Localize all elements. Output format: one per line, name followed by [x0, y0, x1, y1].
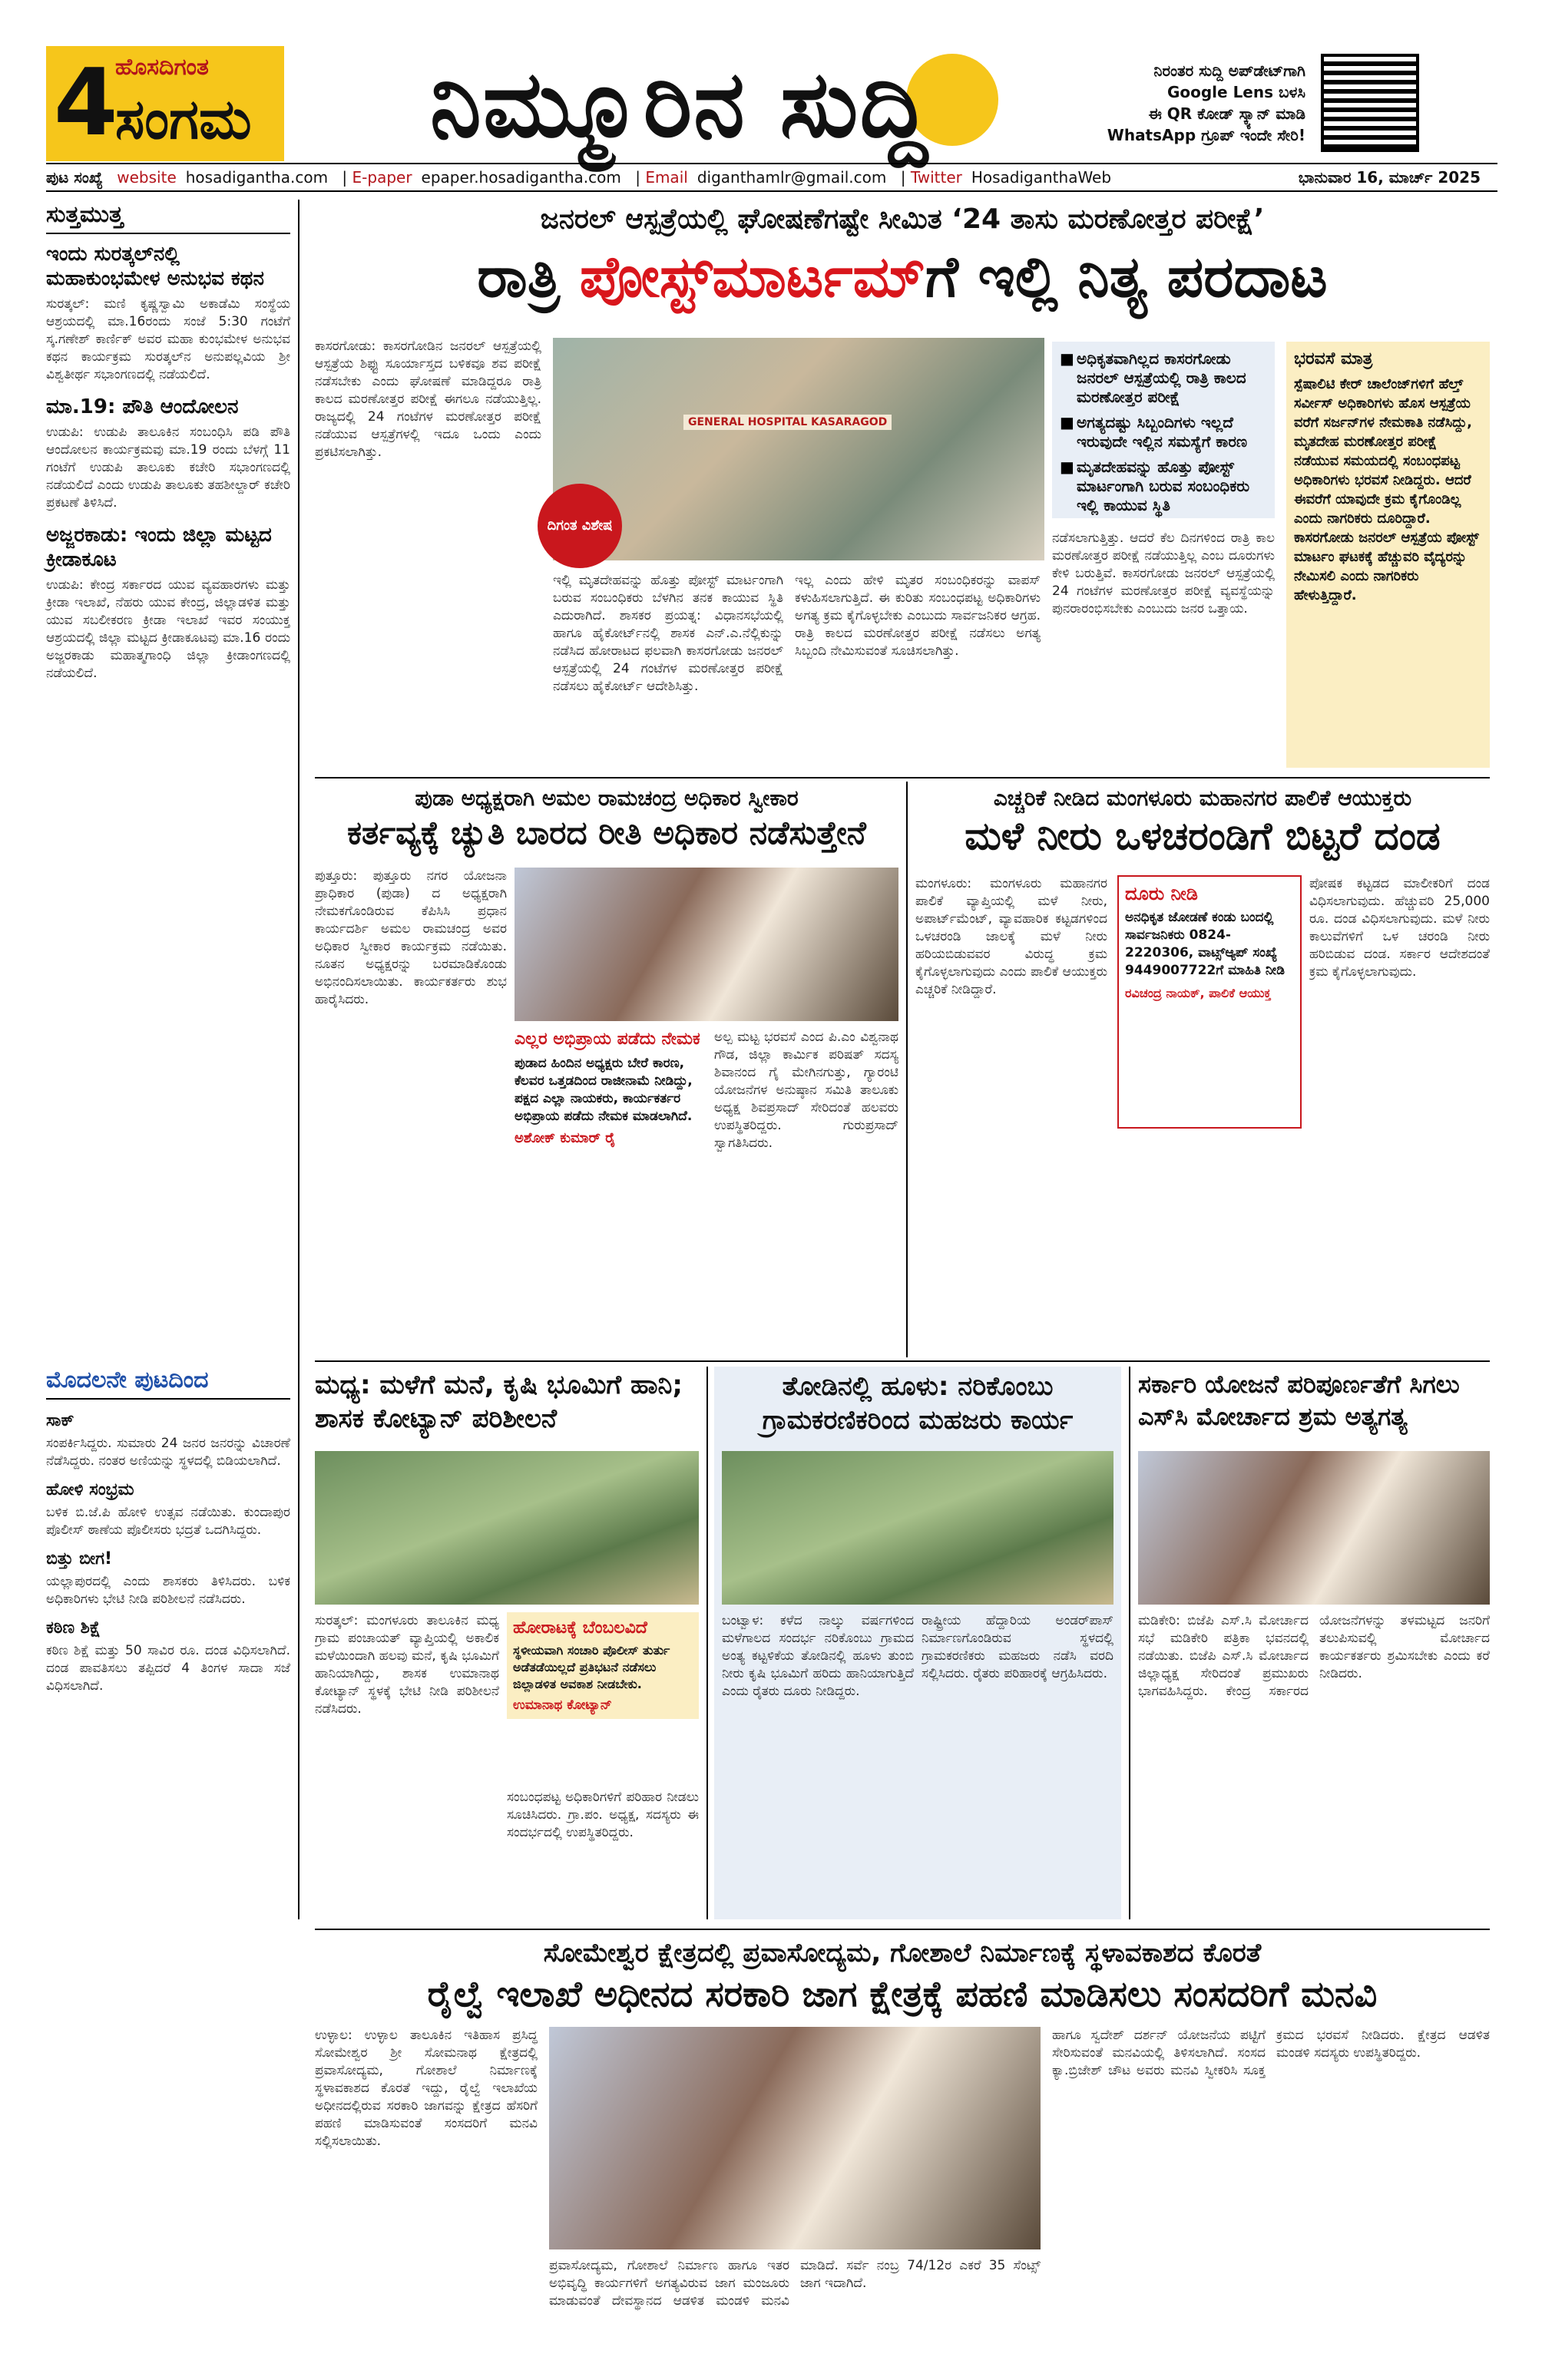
sidebar [46, 201, 290, 693]
story6-photo [1138, 1451, 1490, 1605]
cont-1-title: ಸಾಕ್ [46, 1411, 74, 1430]
rule-5 [1129, 1367, 1130, 1919]
story3-complaint-box: ದೂರು ನೀಡಿ ಅನಧಿಕೃತ ಜೋಡಣೆ ಕಂಡು ಬಂದಲ್ಲಿ ಸಾರ್ವಜನಿಕರು 0824-2220306, ವಾಟ್ಸ್ಆ್ಯಪ್ ಸಂಖ್ಯೆ 9449007722ಗೆ ಮಾಹಿತಿ ನೀಡಿ ರವಿಚಂದ್ರ ನಾಯಕ್, ಪಾಲಿಕೆ ಆಯುಕ್ತ [1117, 875, 1302, 1129]
sidebar-item-1-title: ಇಂದು ಸುರತ್ಕಲ್‌ನಲ್ಲಿ ಮಹಾಕುಂಭಮೇಳ ಅನುಭವ ಕಥನ [46, 243, 264, 290]
special-badge: ದಿಗಂತ ವಿಶೇಷ [538, 484, 622, 568]
sidebar-item-2-body: ಉಡುಪಿ: ಉಡುಪಿ ತಾಲೂಕಿನ ಸಂಬಂಧಿಸಿ ಪಡಿ ಪೌತಿ ಆಂದೋಲನ ಕಾರ್ಯಕ್ರಮವು ಮಾ.19 ರಂದು ಬೆಳಗ್ಗೆ 11 ಗಂಟೆಗೆ ಉಡುಪಿ ತಾಲೂಕು ಕಚೇರಿ ಸಭಾಂಗಣದಲ್ಲಿ ನಡೆಯಲಿದೆ ಎಂದು ಉಡುಪಿ ತಾಲೂಕು ತಹಶೀಲ್ದಾರ್ ಕಚೇರಿ ಪ್ರಕಟಣೆ ತಿಳಿಸಿದೆ. [46, 425, 290, 511]
story5-photo [722, 1451, 1113, 1605]
website-link[interactable]: hosadigantha.com [185, 168, 329, 187]
sidebar-item-2-title: ಮಾ.19: ಪೌತಿ ಆಂದೋಲನ [46, 395, 239, 418]
info-bar: ಪುಟ ಸಂಖ್ಯೆ website hosadigantha.com | E-paper epaper.hosadigantha.com | Email diganthamlr@gmail.com | Twitter HosadiganthaWeb ಭಾನುವಾರ 16, ಮಾರ್ಚ್ 2025 [46, 163, 1497, 192]
aside-title: ಭರವಸೆ ಮಾತ್ರ [1294, 349, 1373, 369]
sidebar-rule [298, 200, 299, 1919]
story3-headline: ಮಳೆ ನೀರು ಒಳಚರಂಡಿಗೆ ಬಿಟ್ಟರೆ ದಂಡ [965, 814, 1441, 858]
story3-body-2: ಪೋಷಕ ಕಟ್ಟಡದ ಮಾಲೀಕರಿಗೆ ದಂಡ ವಿಧಿಸಲಾಗುವುದು. ಹೆಚ್ಚುವರಿ 25,000 ರೂ. ದಂಡ ವಿಧಿಸಲಾಗುವುದು. ಮಳೆ ನೀರು ಕಾಲುವೆಗಳಿಗೆ ಒಳ ಚರಂಡಿ ನೀರು ಹರಿಬಿಡುವ ದಂಡ. ಸರ್ಕಾರ ಆದೇಶದಂತೆ ಕ್ರಮ ಕೈಗೊಳ್ಳಲಾಗುವುದು. [1309, 876, 1490, 980]
story4-body-1: ಸುರತ್ಕಲ್: ಮಂಗಳೂರು ತಾಲೂಕಿನ ಮಧ್ಯ ಗ್ರಾಮ ಪಂಚಾಯತ್ ವ್ಯಾಪ್ತಿಯಲ್ಲಿ ಅಕಾಲಿಕ ಮಳೆಯಿಂದಾಗಿ ಹಲವು ಮನೆ, ಕೃಷಿ ಭೂಮಿಗೆ ಹಾನಿಯಾಗಿದ್ದು, ಶಾಸಕ ಉಮಾನಾಥ ಕೋಟ್ಯಾನ್ ಸ್ಥಳಕ್ಕೆ ಭೇಟಿ ನೀಡಿ ಪರಿಶೀಲನೆ ನಡೆಸಿದರು. [315, 1613, 499, 1717]
rule-1 [315, 777, 1490, 778]
issue-date: ಭಾನುವಾರ 16, ಮಾರ್ಚ್ 2025 [1298, 168, 1481, 187]
story4-body-2: ಸಂಬಂಧಪಟ್ಟ ಅಧಿಕಾರಿಗಳಿಗೆ ಪರಿಹಾರ ನೀಡಲು ಸೂಚಿಸಿದರು. ಗ್ರಾ.ಪಂ. ಅಧ್ಯಕ್ಷ, ಸದಸ್ಯರು ಈ ಸಂದರ್ಭದಲ್ಲಿ ಉಪಸ್ಥಿತರಿದ್ದರು. [507, 1790, 699, 1840]
first-page-logo: ಮೊದಲನೇ ಪುಟದಿಂದ [46, 1367, 290, 1400]
story2-body-2: ಅಲ್ಪ ಮಟ್ಟ ಭರವಸೆ ಎಂದ ಪಿ.ಎಂ ವಿಶ್ವನಾಥ ಗೌಡ, ಜಿಲ್ಲಾ ಕಾರ್ಮಿಕ ಪರಿಷತ್ ಸದಸ್ಯ ಶಿವಾನಂದ ಗೈ ಮೇಗಿನಗುತ್ತು, ಗ್ಯಾರಂಟಿ ಯೋಜನೆಗಳ ಅನುಷ್ಠಾನ ಸಮಿತಿ ತಾಲೂಕು ಅಧ್ಯಕ್ಷ ಶಿವಪ್ರಸಾದ್ ಸೇರಿದಂತೆ ಹಲವರು ಉಪಸ್ಥಿತರಿದ್ದರು. ಗುರುಪ್ರಸಾದ್ ಸ್ವಾಗತಿಸಿದರು. [714, 1030, 898, 1151]
epaper-label: E-paper [352, 168, 412, 187]
brand-name: ಹೊಸದಿಗಂತ [115, 54, 209, 81]
email-link[interactable]: diganthamlr@gmail.com [697, 168, 887, 187]
email-label: Email [645, 168, 688, 187]
cont-4-title: ಕಠಿಣ ಶಿಕ್ಷೆ [46, 1618, 101, 1638]
website-label: website [117, 168, 177, 187]
story2-headline: ಕರ್ತವ್ಯಕ್ಕೆ ಚ್ಯುತಿ ಬಾರದ ರೀತಿ ಅಧಿಕಾರ ನಡೆಸುತ್ತೇನೆ [347, 814, 866, 851]
story4-quote: ಹೋರಾಟಕ್ಕೆ ಬೆಂಬಲವಿದೆ ಸ್ಥಳೀಯವಾಗಿ ಸಂಚಾರಿ ಪೊಲೀಸ್ ತುರ್ತು ಅಡೆತಡೆಯಿಲ್ಲದೆ ಪ್ರತಿಭಟನೆ ನಡೆಸಲು ಜಿಲ್ಲಾಡಳಿತ ಅವಕಾಶ ನೀಡಬೇಕು. ಉಮಾನಾಥ ಕೋಟ್ಯಾನ್ [507, 1612, 699, 1719]
story5-headline: ತೋಡಿನಲ್ಲಿ ಹೂಳು: ನರಿಕೊಂಬು ಗ್ರಾಮಕರಣಿಕರಿಂದ ಮಹಜರು ಕಾರ್ಯ [762, 1371, 1074, 1436]
rule-4 [706, 1367, 708, 1919]
sidebar-logo: ಸುತ್ತಮುತ್ತ [46, 201, 290, 234]
lead-aside [1286, 342, 1490, 768]
story2-body-1: ಪುತ್ತೂರು: ಪುತ್ತೂರು ನಗರ ಯೋಜನಾ ಪ್ರಾಧಿಕಾರ (ಪುಡಾ) ದ ಅಧ್ಯಕ್ಷರಾಗಿ ನೇಮಕಗೊಂಡಿರುವ ಕೆಪಿಸಿಸಿ ಪ್ರಧಾನ ಕಾರ್ಯದರ್ಶಿ ಅಮಲ ರಾಮಚಂದ್ರ ಅವರ ಅಧಿಕಾರ ಸ್ವೀಕಾರ ಕಾರ್ಯಕ್ರಮ ನಡೆಯಿತು. ನೂತನ ಅಧ್ಯಕ್ಷರನ್ನು ಬರಮಾಡಿಕೊಂಡು ಅಭಿನಂದಿಸಲಾಯಿತು. ಕಾರ್ಯಕರ್ತರು ಶುಭ ಹಾರೈಸಿದರು. [315, 868, 507, 1007]
cont-3-title: ಬಿತ್ತು ಬೀಗ! [46, 1549, 113, 1568]
story2-quote: ಎಲ್ಲರ ಅಭಿಪ್ರಾಯ ಪಡೆದು ನೇಮಕ ಪುಡಾದ ಹಿಂದಿನ ಅಧ್ಯಕ್ಷರು ಬೇರೆ ಕಾರಣ, ಕೆಲವರ ಒತ್ತಡದಿಂದ ರಾಜೀನಾಮೆ ನೀಡಿದ್ದು, ಪಕ್ಷದ ಎಲ್ಲಾ ನಾಯಕರು, ಕಾರ್ಯಕರ್ತರ ಅಭಿಪ್ರಾಯ ಪಡೆದು ನೇಮಕ ಮಾಡಲಾಗಿದೆ. ಅಶೋಕ್ ಕುಮಾರ್ ರೈ [515, 1030, 700, 1146]
cont-2-title: ಹೋಳಿ ಸಂಭ್ರಮ [46, 1480, 134, 1499]
story6-headline: ಸರ್ಕಾರಿ ಯೋಜನೆ ಪರಿಪೂರ್ಣತೆಗೆ ಸಿಗಲು ಎಸ್‌ಸಿ ಮೋರ್ಚಾದ ಶ್ರಮ ಅತ್ಯಗತ್ಯ [1138, 1370, 1460, 1431]
cont-4-body: ಕಠಿಣ ಶಿಕ್ಷೆ ಮತ್ತು 50 ಸಾವಿರ ರೂ. ದಂಡ ವಿಧಿಸಲಾಗಿದೆ. ದಂಡ ಪಾವತಿಸಲು ತಪ್ಪಿದರೆ 4 ತಿಂಗಳ ಸಾದಾ ಸಜೆ ವಿಧಿಸಲಾಗಿದೆ. [46, 1643, 290, 1694]
section-name: ಸಂಗಮ [115, 87, 252, 151]
story7-body-3: ಹಾಗೂ ಸ್ವದೇಶ್ ದರ್ಶನ್ ಯೋಜನೆಯ ಪಟ್ಟಿಗೆ ಸೇರಿಸುವಂತೆ ಮನವಿಯಲ್ಲಿ ತಿಳಿಸಲಾಗಿದೆ. ಸಂಸದ ಕ್ಯಾ.ಬ್ರಿಜೇಶ್ ಚೌಟ ಅವರು ಮನವಿ ಸ್ವೀಕರಿಸಿ ಸೂಕ್ತ ಕ್ರಮದ ಭರವಸೆ ನೀಡಿದರು. ಕ್ಷೇತ್ರದ ಆಡಳಿತ ಮಂಡಳಿ ಸದಸ್ಯರು ಉಪಸ್ಥಿತರಿದ್ದರು. [1052, 2028, 1490, 2078]
lead-highlights-box [1052, 342, 1275, 518]
rule-6 [315, 1929, 1490, 1930]
qr-promo-text: ನಿರಂತರ ಸುದ್ದಿ ಅಪ್‌ಡೇಟ್‌ಗಾಗಿ Google Lens ಬಳಸಿ ಈ QR ಕೋಡ್ ಸ್ಕ್ಯಾನ್ ಮಾಡಿ WhatsApp ಗ್ರೂಪ್ ಇಂದೇ ಸೇರಿ! [1107, 61, 1305, 144]
page-title: ನಿಮ್ಮೂರಿನ ಸುದ್ದಿ [430, 51, 929, 158]
twitter-link[interactable]: HosadiganthaWeb [971, 168, 1112, 187]
sidebar-item-1-body: ಸುರತ್ಕಲ್: ಮಣಿ ಕೃಷ್ಣಸ್ವಾಮಿ ಅಕಾಡೆಮಿ ಸಂಸ್ಥೆಯ ಆಶ್ರಯದಲ್ಲಿ ಮಾ.16ರಂದು ಸಂಜೆ 5:30 ಗಂಟೆಗೆ ಸ್ಕ.ಗಣೇಶ್ ಕಾರ್ಣಿಕ್ ಅವರ ಮಹಾ ಕುಂಭಮೇಳ ಅನುಭವ ಕಥನ ಕಾರ್ಯಕ್ರಮ ಸುರತ್ಕಲ್‌ನ ಅನುಪಲ್ಲವಿಯ ಶ್ರೀ ವಿಶ್ವತೀರ್ಥ ಸಭಾಂಗಣದಲ್ಲಿ ನಡೆಯಲಿದೆ. [46, 296, 290, 382]
epaper-link[interactable]: epaper.hosadigantha.com [421, 168, 621, 187]
story7-body-2: ಪ್ರವಾಸೋದ್ಯಮ, ಗೋಶಾಲೆ ನಿರ್ಮಾಣ ಹಾಗೂ ಇತರ ಅಭಿವೃದ್ಧಿ ಕಾರ್ಯಗಳಿಗೆ ಅಗತ್ಯವಿರುವ ಜಾಗ ಮಂಜೂರು ಮಾಡುವಂತೆ ದೇವಸ್ಥಾನದ ಆಡಳಿತ ಮಂಡಳಿ ಮನವಿ ಮಾಡಿದೆ. ಸರ್ವೆ ನಂಬ್ರ 74/12ರ ಎಕರೆ 35 ಸೆಂಟ್ಸ್ ಜಾಗ ಇದಾಗಿದೆ. [549, 2258, 1041, 2309]
cont-3-body: ಯಲ್ಲಾಪುರದಲ್ಲಿ ಎಂದು ಶಾಸಕರು ತಿಳಿಸಿದರು. ಬಳಿಕ ಅಧಿಕಾರಿಗಳು ಭೇಟಿ ನೀಡಿ ಪರಿಶೀಲನೆ ನಡೆಸಿದರು. [46, 1574, 290, 1607]
story5-body-2: ರಾಷ್ಟ್ರೀಯ ಹೆದ್ದಾರಿಯ ಅಂಡರ್‌ಪಾಸ್ ನಿರ್ಮಾಣಗೊಂಡಿರುವ ಸ್ಥಳದಲ್ಲಿ ಗ್ರಾಮಕರಣಿಕರು ಮಹಜರು ನಡೆಸಿ ವರದಿ ಸಲ್ಲಿಸಿದರು. ರೈತರು ಪರಿಹಾರಕ್ಕೆ ಆಗ್ರಹಿಸಿದರು. [922, 1613, 1113, 1681]
lead-body-4: ನಡೆಸಲಾಗುತ್ತಿತ್ತು. ಆದರೆ ಕೆಲ ದಿನಗಳಿಂದ ರಾತ್ರಿ ಕಾಲ ಮರಣೋತ್ತರ ಪರೀಕ್ಷೆ ನಡೆಯುತ್ತಿಲ್ಲ ಎಂಬ ದೂರುಗಳು ಕೇಳಿ ಬರುತ್ತಿವೆ. ಕಾಸರಗೋಡು ಜನರಲ್ ಆಸ್ಪತ್ರೆಯಲ್ಲಿ 24 ಗಂಟೆಗಳ ಮರಣೋತ್ತರ ಪರೀಕ್ಷೆ ವ್ಯವಸ್ಥೆಯನ್ನು ಪುನರಾರಂಭಿಸಬೇಕು ಎಂಬುದು ಜನರ ಒತ್ತಾಯ. [1052, 531, 1275, 616]
page-number: 4 [54, 50, 118, 157]
story3-kicker: ಎಚ್ಚರಿಕೆ ನೀಡಿದ ಮಂಗಳೂರು ಮಹಾನಗರ ಪಾಲಿಕೆ ಆಯುಕ್ತರು [993, 785, 1412, 811]
lead-body-3: ಇಲ್ಲ ಎಂದು ಹೇಳಿ ಮೃತರ ಸಂಬಂಧಿಕರನ್ನು ವಾಪಸ್ ಕಳುಹಿಸಲಾಗುತ್ತಿದೆ. ಈ ಕುರಿತು ಸಂಬಂಧಪಟ್ಟ ಅಧಿಕಾರಿಗಳು ಅಗತ್ಯ ಕ್ರಮ ಕೈಗೊಳ್ಳಬೇಕು ಎಂಬುದು ಸಾರ್ವಜನಿಕರ ಆಗ್ರಹ. ರಾತ್ರಿ ಕಾಲದ ಮರಣೋತ್ತರ ಪರೀಕ್ಷೆ ನಡೆಸಲು ಅಗತ್ಯ ಸಿಬ್ಬಂದಿ ನೇಮಿಸುವಂತೆ ಸೂಚಿಸಲಾಗಿತ್ತು. [795, 573, 1041, 659]
cont-2-body: ಬಳಿಕ ಬಿ.ಜೆ.ಪಿ ಹೋಳಿ ಉತ್ಸವ ನಡೆಯಿತು. ಕುಂದಾಪುರ ಪೊಲೀಸ್ ಠಾಣೆಯ ಪೊಲೀಸರು ಭದ್ರತೆ ಒದಗಿಸಿದ್ದರು. [46, 1505, 290, 1538]
sidebar-item-3-title: ಅಜ್ಜರಕಾಡು: ಇಂದು ಜಿಲ್ಲಾ ಮಟ್ಟದ ಕ್ರೀಡಾಕೂಟ [46, 524, 272, 571]
story4-photo [315, 1451, 699, 1605]
story4-headline: ಮಧ್ಯ: ಮಳೆಗೆ ಮನೆ, ಕೃಷಿ ಭೂಮಿಗೆ ಹಾನಿ; ಶಾಸಕ ಕೋಟ್ಯಾನ್ ಪರಿಶೀಲನೆ [315, 1370, 683, 1434]
page-label: ಪುಟ ಸಂಖ್ಯೆ [46, 168, 103, 187]
story2-photo [515, 868, 898, 1021]
lead-photo: GENERAL HOSPITAL KASARAGOD ದಿಗಂತ ವಿಶೇಷ [553, 338, 1044, 560]
highlight-3: ■ ಮೃತದೇಹವನ್ನು ಹೊತ್ತು ಪೋಸ್ಟ್ ಮಾರ್ಟಂಗಾಗಿ ಬರುವ ಸಂಬಂಧಿಕರು ಇಲ್ಲಿ ಕಾಯುವ ಸ್ಥಿತಿ [1060, 458, 1267, 515]
story7-photo [549, 2027, 1041, 2249]
lead-body-2: ಇಲ್ಲಿ ಮೃತದೇಹವನ್ನು ಹೊತ್ತು ಪೋಸ್ಟ್ ಮಾರ್ಟಂಗಾಗಿ ಬರುವ ಸಂಬಂಧಿಕರು ಬೆಳಗಿನ ತನಕ ಕಾಯುವ ಸ್ಥಿತಿ ಎದುರಾಗಿದೆ. ಶಾಸಕರ ಪ್ರಯತ್ನ: ವಿಧಾನಸಭೆಯಲ್ಲಿ ಹಾಗೂ ಹೈಕೋರ್ಟ್‌ನಲ್ಲಿ ಶಾಸಕ ಎನ್.ಎ.ನೆಲ್ಲಿಕುನ್ನು ನಡೆಸಿದ ಹೋರಾಟದ ಫಲವಾಗಿ ಕಾಸರಗೋಡು ಜನರಲ್ ಆಸ್ಪತ್ರೆಯಲ್ಲಿ 24 ಗಂಟೆಗಳ ಮರಣೋತ್ತರ ಪರೀಕ್ಷೆ ನಡೆಸಲು ಹೈಕೋರ್ಟ್ ಆದೇಶಿಸಿತ್ತು. [553, 573, 783, 694]
qr-code-icon[interactable] [1321, 54, 1419, 152]
story7-body-1: ಉಳ್ಳಾಲ: ಉಳ್ಳಾಲ ತಾಲೂಕಿನ ಇತಿಹಾಸ ಪ್ರಸಿದ್ಧ ಸೋಮೇಶ್ವರ ಶ್ರೀ ಸೋಮನಾಥ ಕ್ಷೇತ್ರದಲ್ಲಿ ಪ್ರವಾಸೋದ್ಯಮ, ಗೋಶಾಲೆ ನಿರ್ಮಾಣಕ್ಕೆ ಸ್ಥಳಾವಕಾಶದ ಕೊರತೆ ಇದ್ದು, ರೈಲ್ವೆ ಇಲಾಖೆಯ ಅಧೀನದಲ್ಲಿರುವ ಸರಕಾರಿ ಜಾಗವನ್ನು ಕ್ಷೇತ್ರದ ಹೆಸರಿಗೆ ಪಹಣಿ ಮಾಡಿಸುವಂತೆ ಸಂಸದರಿಗೆ ಮನವಿ ಸಲ್ಲಿಸಲಾಯಿತು. [315, 2028, 538, 2149]
aside-body: ಸ್ಪೆಷಾಲಿಟಿ ಕೇರ್ ಚಾಲೆಂಜ್‌ಗಳಿಗೆ ಹೆಲ್ತ್ ಸರ್ವೀಸ್ ಅಧಿಕಾರಿಗಳು ಹೊಸ ಆಸ್ಪತ್ರೆಯ ವರೆಗೆ ಸರ್ಜನ್‌ಗಳ ನೇಮಕಾತಿ ನಡೆಸಿದ್ದು, ಮೃತದೇಹ ಮರಣೋತ್ತರ ಪರೀಕ್ಷೆ ನಡೆಯುವ ಸಮಯದಲ್ಲಿ ಸಂಬಂಧಪಟ್ಟ ಅಧಿಕಾರಿಗಳು ಭರವಸೆ ನೀಡಿದ್ದರು. ಆದರೆ ಈವರೆಗೆ ಯಾವುದೇ ಕ್ರಮ ಕೈಗೊಂಡಿಲ್ಲ ಎಂದು ನಾಗರಿಕರು ದೂರಿದ್ದಾರೆ. ಕಾಸರಗೋಡು ಜನರಲ್ ಆಸ್ಪತ್ರೆಯ ಪೋಸ್ಟ್ ಮಾರ್ಟಂ ಘಟಕಕ್ಕೆ ಹೆಚ್ಚುವರಿ ವೈದ್ಯರನ್ನು ನೇಮಿಸಲಿ ಎಂದು ನಾಗರಿಕರು ಹೇಳುತ್ತಿದ್ದಾರೆ. [1294, 376, 1479, 603]
cont-1-body: ಸಂಪರ್ಕಿಸಿದ್ದರು. ಸುಮಾರು 24 ಜನರ ಜನರನ್ನು ವಿಚಾರಣೆ ನೆಡೆಸಿದ್ದರು. ನಂತರ ಅಣಿಯನ್ನು ಸ್ಥಳದಲ್ಲಿ ಬಿಡಿಯಲಾಗಿದೆ. [46, 1436, 290, 1469]
story3-body-1: ಮಂಗಳೂರು: ಮಂಗಳೂರು ಮಹಾನಗರ ಪಾಲಿಕೆ ವ್ಯಾಪ್ತಿಯಲ್ಲಿ ಮಳೆ ನೀರು, ಅಪಾರ್ಟ್‌ಮೆಂಟ್, ವ್ಯಾವಹಾರಿಕ ಕಟ್ಟಡಗಳಿಂದ ಒಳಚರಂಡಿ ಜಾಲಕ್ಕೆ ಮಳೆ ನೀರು ಹರಿಯಬಿಡುವವರ ವಿರುದ್ಧ ಕ್ರಮ ಕೈಗೊಳ್ಳಲಾಗುವುದು ಎಂದು ಪಾಲಿಕೆ ಆಯುಕ್ತರು ಎಚ್ಚರಿಕೆ ನೀಡಿದ್ದಾರೆ. [915, 876, 1107, 997]
story6-body: ಮಡಿಕೇರಿ: ಬಿಜೆಪಿ ಎಸ್.ಸಿ ಮೋರ್ಚಾದ ಸಭೆ ಮಡಿಕೇರಿ ಪತ್ರಿಕಾ ಭವನದಲ್ಲಿ ನಡೆಯಿತು. ಬಿಜೆಪಿ ಎಸ್.ಸಿ ಮೋರ್ಚಾದ ಜಿಲ್ಲಾಧ್ಯಕ್ಷ ಸೇರಿದಂತೆ ಪ್ರಮುಖರು ಭಾಗವಹಿಸಿದ್ದರು. ಕೇಂದ್ರ ಸರ್ಕಾರದ ಯೋಜನೆಗಳನ್ನು ತಳಮಟ್ಟದ ಜನರಿಗೆ ತಲುಪಿಸುವಲ್ಲಿ ಮೋರ್ಚಾದ ಕಾರ್ಯಕರ್ತರು ಶ್ರಮಿಸಬೇಕು ಎಂದು ಕರೆ ನೀಡಿದರು. [1138, 1613, 1490, 1699]
lead-body-1: ಕಾಸರಗೋಡು: ಕಾಸರಗೋಡಿನ ಜನರಲ್ ಆಸ್ಪತ್ರೆಯಲ್ಲಿ ಆಸ್ಪತ್ರೆಯ ಶಿಫ್ಟು ಸೂರ್ಯಾಸ್ತದ ಬಳಿಕವೂ ಶವ ಪರೀಕ್ಷೆ ನಡೆಸಬೇಕು ಎಂದು ಘೋಷಣೆ ಮಾಡಿದ್ದರೂ ರಾತ್ರಿ ಕಾಲದ ಮರಣೋತ್ತರ ಪರೀಕ್ಷೆ ಈಗಲೂ ನಡೆಯುತ್ತಿಲ್ಲ. ರಾಜ್ಯದಲ್ಲಿ 24 ಗಂಟೆಗಳ ಮರಣೋತ್ತರ ಪರೀಕ್ಷೆ ನಡೆಯುವ ಆಸ್ಪತ್ರೆಗಳಲ್ಲಿ ಇದೂ ಒಂದು ಎಂದು ಪ್ರಕಟಿಸಲಾಗಿತ್ತು. [315, 339, 541, 460]
highlight-1: ■ ಅಧಿಕೃತವಾಗಿಲ್ಲದ ಕಾಸರಗೋಡು ಜನರಲ್ ಆಸ್ಪತ್ರೆಯಲ್ಲಿ ರಾತ್ರಿ ಕಾಲದ ಮರಣೋತ್ತರ ಪರೀಕ್ಷೆ [1060, 349, 1267, 407]
rule-3 [315, 1360, 1490, 1362]
story7-kicker: ಸೋಮೇಶ್ವರ ಕ್ಷೇತ್ರದಲ್ಲಿ ಪ್ರವಾಸೋದ್ಯಮ, ಗೋಶಾಲೆ ನಿರ್ಮಾಣಕ್ಕೆ ಸ್ಥಳಾವಕಾಶದ ಕೊರತೆ [543, 1938, 1262, 1968]
highlight-2: ■ ಅಗತ್ಯದಷ್ಟು ಸಿಬ್ಬಂದಿಗಳು ಇಲ್ಲದೆ ಇರುವುದೇ ಇಲ್ಲಿನ ಸಮಸ್ಯೆಗೆ ಕಾರಣ [1060, 413, 1267, 451]
twitter-label: Twitter [910, 168, 962, 187]
sidebar-item-3-body: ಉಡುಪಿ: ಕೇಂದ್ರ ಸರ್ಕಾರದ ಯುವ ವ್ಯವಹಾರಗಳು ಮತ್ತು ಕ್ರೀಡಾ ಇಲಾಖೆ, ನೆಹರು ಯುವ ಕೇಂದ್ರ, ಜಿಲ್ಲಾಡಳಿತ ಮತ್ತು ಯುವ ಸಬಲೀಕರಣ ಕ್ರೀಡಾ ಇಲಾಖೆ ಇವರ ಸಂಯುಕ್ತ ಆಶ್ರಯದಲ್ಲಿ ಜಿಲ್ಲಾ ಮಟ್ಟದ ಕ್ರೀಡಾಕೂಟವು ಮಾ.16 ರಂದು ಅಜ್ಜರಕಾಡು ಮಹಾತ್ಮಗಾಂಧಿ ಜಿಲ್ಲಾ ಕ್ರೀಡಾಂಗಣದಲ್ಲಿ ನಡೆಯಲಿದೆ. [46, 577, 290, 681]
lead-headline: ರಾತ್ರಿ ಪೋಸ್ಟ್‌ಮಾರ್ಟಮ್‌ಗೆ ಇಲ್ಲಿ ನಿತ್ಯ ಪರದಾಟ [477, 244, 1328, 310]
lead-kicker: ಜನರಲ್ ಆಸ್ಪತ್ರೆಯಲ್ಲಿ ಘೋಷಣೆಗಷ್ಟೇ ಸೀಮಿತ ‘24 ತಾಸು ಮರಣೋತ್ತರ ಪರೀಕ್ಷೆ’ [540, 203, 1265, 235]
rule-2 [906, 782, 908, 1357]
story7-headline: ರೈಲ್ವೆ ಇಲಾಖೆ ಅಧೀನದ ಸರಕಾರಿ ಜಾಗ ಕ್ಷೇತ್ರಕ್ಕೆ ಪಹಣಿ ಮಾಡಿಸಲು ಸಂಸದರಿಗೆ ಮನವಿ [427, 1973, 1378, 2015]
story5-body-1: ಬಂಟ್ವಾಳ: ಕಳೆದ ನಾಲ್ಕು ವರ್ಷಗಳಿಂದ ಮಳೆಗಾಲದ ಸಂದರ್ಭ ನರಿಕೊಂಬು ಗ್ರಾಮದ ಅಂತ್ಯ ಕಟ್ಟಳಿಕೆಯ ತೋಡಿನಲ್ಲಿ ಹೂಳು ತುಂಬಿ ನೀರು ಕೃಷಿ ಭೂಮಿಗೆ ಹರಿದು ಹಾನಿಯಾಗುತ್ತಿದೆ ಎಂದು ರೈತರು ದೂರು ನೀಡಿದ್ದರು. [722, 1613, 914, 1699]
continuations [46, 1367, 290, 1704]
story2-kicker: ಪುಡಾ ಅಧ್ಯಕ್ಷರಾಗಿ ಅಮಲ ರಾಮಚಂದ್ರ ಅಧಿಕಾರ ಸ್ವೀಕಾರ [415, 785, 799, 811]
